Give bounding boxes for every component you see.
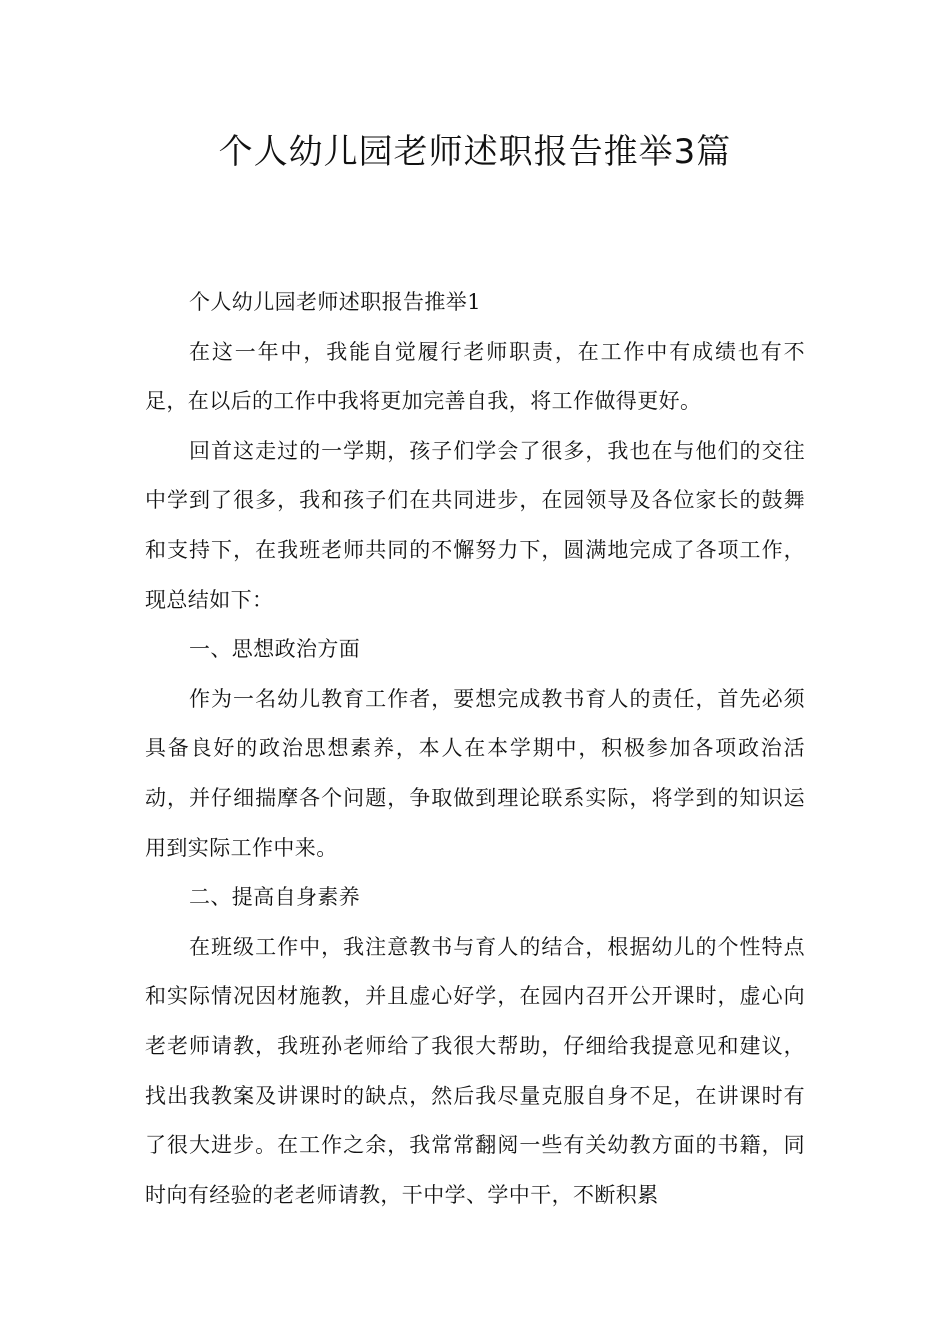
document-title: 个人幼儿园老师述职报告推举3篇 <box>218 132 732 172</box>
section-heading: 一、思想政治方面 <box>189 637 361 662</box>
paragraph: 在这一年中，我能自觉履行老师职责，在工作中有成绩也有不足，在以后的工作中我将更加完善自我，将工作做得更好。 <box>145 339 805 414</box>
paragraph: 作为一名幼儿教育工作者，要想完成教书育人的责任，首先必须具备良好的政治思想素养，本人在本学期中，积极参加各项政治活动，并仔细揣摩各个问题，争取做到理论联系实际，将学到的知识运用到实际工作中来。 <box>145 686 805 860</box>
document-body <box>145 278 805 1220</box>
paragraph: 回首这走过的一学期，孩子们学会了很多，我也在与他们的交往中学到了很多，我和孩子们在共同进步，在园领导及各位家长的鼓舞和支持下，在我班老师共同的不懈努力下，圆满地完成了各项工作，现总结如下： <box>145 438 805 612</box>
paragraph: 在班级工作中，我注意教书与育人的结合，根据幼儿的个性特点和实际情况因材施教，并且虚心好学，在园内召开公开课时，虚心向老老师请教，我班孙老师给了我很大帮助，仔细给我提意见和建议，找出我教案及讲课时的缺点，然后我尽量克服自身不足，在讲课时有了很大进步。在工作之余，我常常翻阅一些有关幼教方面的书籍，同时向有经验的老老师请教，干中学、学中干，不断积累 <box>145 934 805 1207</box>
section-heading: 个人幼儿园老师述职报告推举1 <box>189 290 481 314</box>
section-heading: 二、提高自身素养 <box>189 885 361 910</box>
